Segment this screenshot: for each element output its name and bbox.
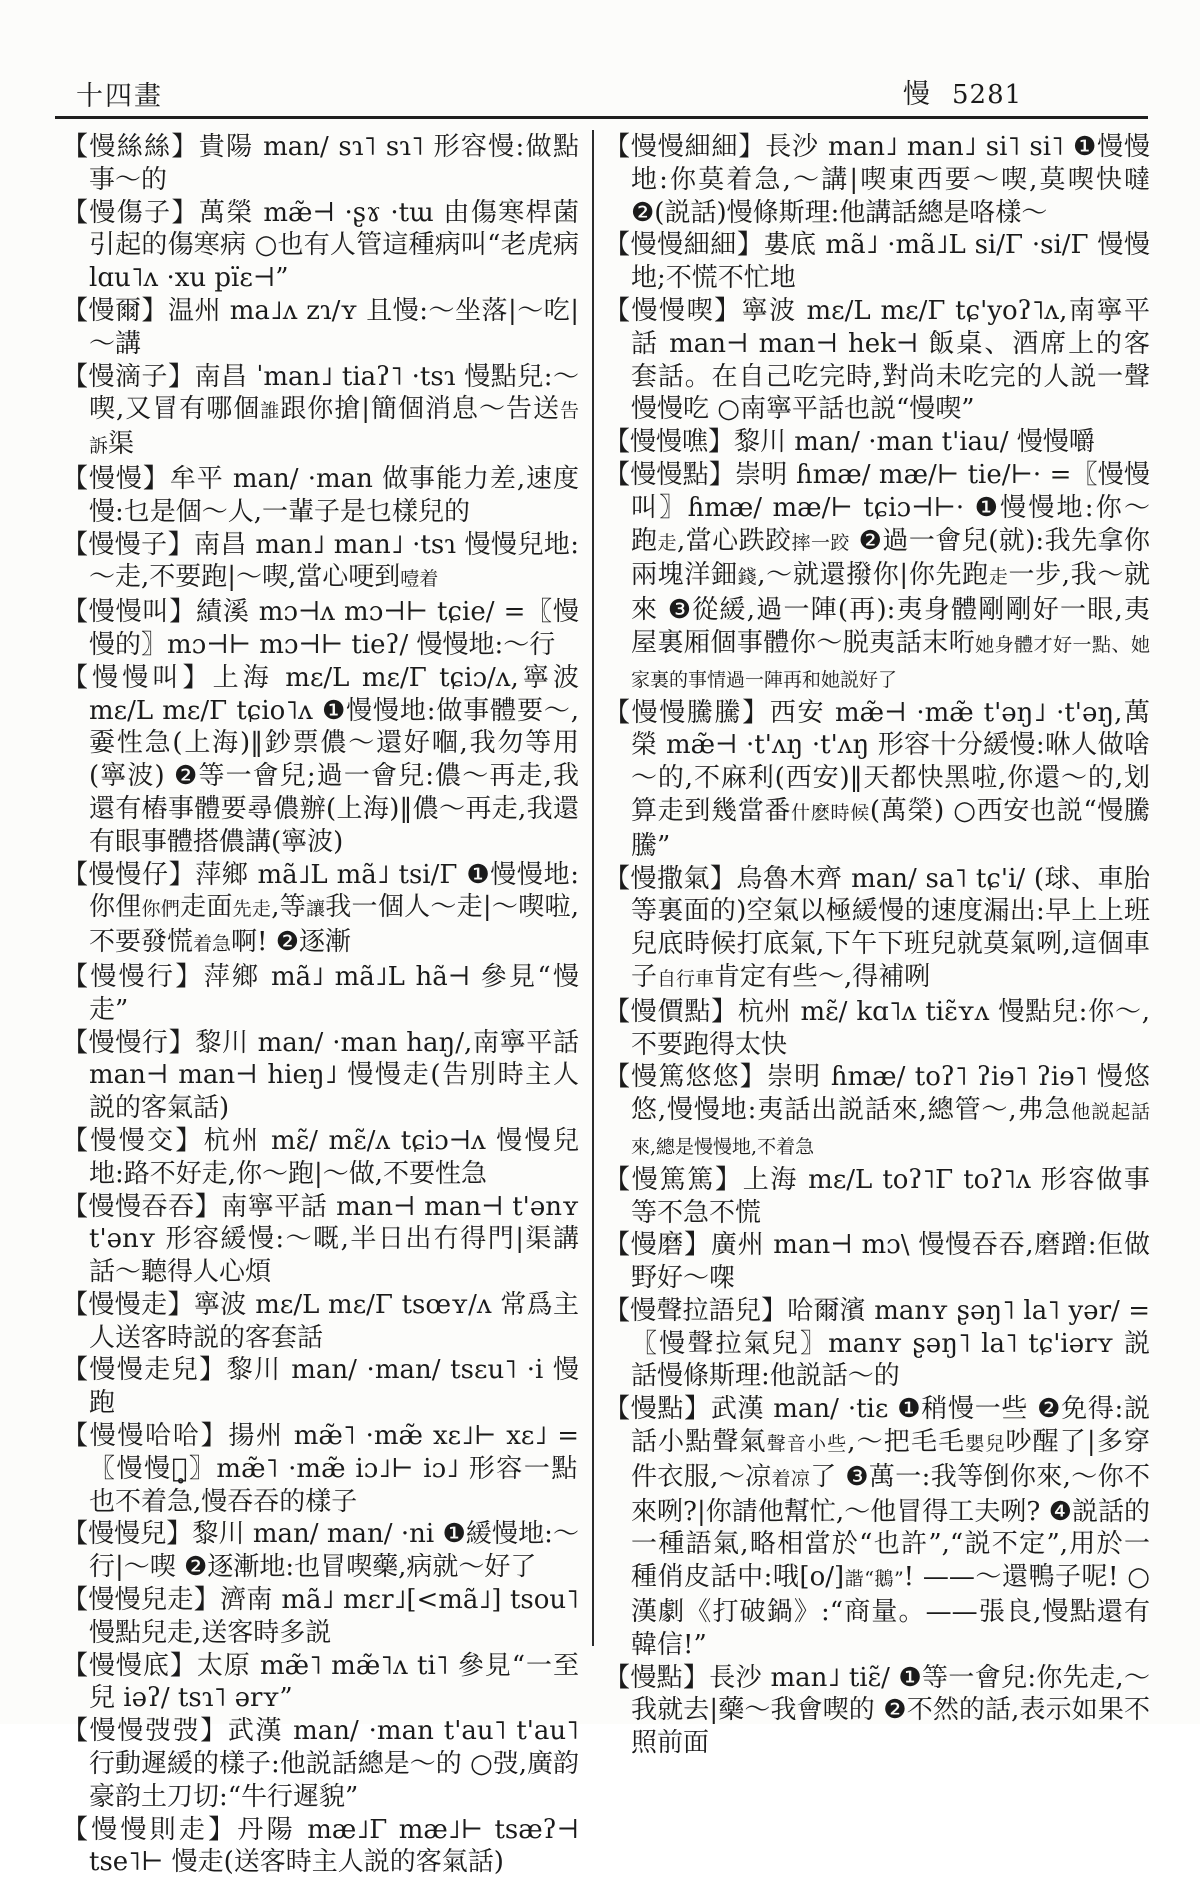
entry-headword: 【慢慢子】 xyxy=(62,529,194,560)
entry-headword: 【慢慢騰騰】 xyxy=(604,697,770,728)
dict-entry xyxy=(62,1191,579,1289)
entry-text: 杭州 mɛ̃/ kɑ˥ʌ tiɛ̃ʏʌ 慢點兒:你～,不要跑得太快 xyxy=(631,996,1150,1060)
entry-headword: 【慢慢叫】 xyxy=(62,597,197,628)
entry-headword: 【慢磨】 xyxy=(604,1230,711,1261)
entry-text: 南寧平話 man⊣ man⊣ t'ənʏ t'ənʏ 形容緩慢:～嘅,半日出冇得門|渠講話～聽得人心煩 xyxy=(89,1191,579,1288)
entry-headword: 【慢慢叫】 xyxy=(62,662,213,693)
entry-text: 走面 xyxy=(180,892,233,923)
dict-entry xyxy=(604,1295,1150,1393)
dict-entry xyxy=(62,859,579,961)
entry-text: 我一個人～走|～喫啦,不要發慌 xyxy=(89,892,579,958)
entry-headword: 【慢傷子】 xyxy=(62,197,199,228)
entry-text: 渠 xyxy=(108,429,135,460)
entry-headword: 【慢慢走兒】 xyxy=(62,1355,227,1386)
dict-entry xyxy=(62,295,579,361)
entry-headword: 【慢點】 xyxy=(604,1394,711,1425)
gloss-small: 讓 xyxy=(306,898,326,921)
entry-text: 寧波 mɛ/L mɛ/Γ tɕ'yoʔ˥ʌ,南寧平話 man⊣ man⊣ hek⊣ 飯桌、酒席上的客套話。在自己吃完時,對尚未吃完的人説一聲慢慢吃 ○南寧平話也説“慢喫” xyxy=(631,295,1150,425)
dict-entry xyxy=(604,459,1150,697)
entry-text: (萬榮) ○西安也説“慢騰騰” xyxy=(631,795,1150,861)
dict-entry xyxy=(62,662,579,859)
entry-text: 婁底 mã˩ ·mã˩L si/Γ ·si/Γ 慢慢地;不慌不忙地 xyxy=(631,230,1150,294)
entry-headword: 【慢點】 xyxy=(604,1662,710,1693)
entry-headword: 【慢價點】 xyxy=(604,996,738,1027)
entry-text: 哈爾濱 manʏ ʂəŋ˥ la˥ yər/ =〖慢聲拉氣兒〗manʏ ʂəŋ˥ la˥ tɕ'iərʏ 説話慢條斯理:他説話～的 xyxy=(631,1295,1150,1392)
entry-headword: 【慢聲拉語兒】 xyxy=(604,1295,788,1326)
entry-headword: 【慢慢細細】 xyxy=(604,132,766,162)
gloss-small: 先走 xyxy=(232,898,272,921)
dict-entry xyxy=(62,131,579,197)
column-divider xyxy=(592,130,594,1646)
gloss-small: 他説起話來,總是慢慢地,不着急 xyxy=(631,1101,1150,1158)
entry-headword: 【慢慢點】 xyxy=(604,459,735,490)
gloss-small: 走 xyxy=(988,566,1009,589)
dict-entry xyxy=(62,1027,579,1125)
dict-entry xyxy=(62,1715,579,1813)
gloss-small: 誰 xyxy=(260,400,281,423)
dict-entry xyxy=(604,295,1150,426)
entry-text: 崇明 ɦmæ/ toʔ˥ ʔiɘ˥ ʔiɘ˥ 慢悠悠,慢慢地:夷話出説話來,總管～,弗急 xyxy=(631,1062,1150,1126)
entry-text: 上海 mɛ/L toʔ˥Γ toʔ˥ʌ 形容做事等不急不慌 xyxy=(631,1164,1150,1228)
gloss-small: 嬰兒 xyxy=(965,1433,1006,1456)
entry-headword: 【慢慢兒】 xyxy=(62,1519,193,1550)
gloss-small: 聲音小些 xyxy=(766,1433,848,1456)
dict-entry xyxy=(62,529,579,597)
entry-headword: 【慢慢行】 xyxy=(62,1027,196,1058)
section-header: 十四畫 xyxy=(76,81,163,112)
gloss-small: 錢 xyxy=(737,566,758,589)
entry-headword: 【慢慢走】 xyxy=(62,1289,194,1320)
dict-entry xyxy=(62,1354,579,1420)
entry-text: 杭州 mɛ̃/ mɛ̃/ʌ tɕiɔ⊣ʌ 慢慢兒地:路不好走,你～跑|～做,不要性急 xyxy=(89,1125,579,1189)
entry-text: 黎川 man/ man/ ·ni ❶緩慢地:～行|～喫 ❷逐漸地:也冒喫藥,病就～好了 xyxy=(89,1519,579,1583)
entry-text: ❷過一會兒(就):我先拿你兩塊洋鈿 xyxy=(631,525,1150,591)
entry-text: 濟南 mã˩ mɛr˩[<mã˩] tsou˥ 慢點兒走,送客時多説 xyxy=(89,1585,579,1648)
entry-text: 揚州 mæ̃˥ ·mæ̃ xɛ˩⊢ xɛ˩ =〖慢慢吆̥〗mæ̃˥ ·mæ̃ iɔ˩⊢ iɔ˩ 形容一點也不着急,慢吞吞的樣子 xyxy=(89,1421,579,1517)
entry-text: 烏魯木齊 man/ sa˥ tɕ'i/ (球、車胎等裏面的)空氣以極緩慢的速度漏出:早上上班兒底時候打底氣,下午下班兒就莫氣咧,這個車子 xyxy=(631,863,1150,992)
entry-text: 跟你搶|簡個消息～告送 xyxy=(280,394,560,425)
entry-text: 寧波 mɛ/L mɛ/Γ tsœʏ/ʌ 常爲主人送客時説的客套話 xyxy=(89,1289,579,1353)
gloss-small: 摔一跤 xyxy=(791,531,850,554)
entry-headword: 【慢慢噍】 xyxy=(604,427,735,458)
entry-text: ,當心跌跤 xyxy=(676,525,792,556)
dict-entry xyxy=(62,1814,579,1879)
entry-headword: 【慢慢哈哈】 xyxy=(62,1421,229,1452)
entry-text: 武漢 man/ ·tiɛ ❶稍慢一些 ❷免得:説話小點聲氣 xyxy=(631,1394,1150,1458)
left-column xyxy=(62,131,579,1879)
entry-headword: 【慢慢行】 xyxy=(62,961,204,992)
dict-entry xyxy=(62,1420,579,1518)
dict-entry xyxy=(62,1125,579,1191)
entry-text: 了 ❸萬一:我等倒你來,～你不來咧?|你請他幫忙,～他冒得工夫咧? ❹説話的一種語氣,略相當於“也許”,“説不定”,用於一種俏皮話中:哦[o/] xyxy=(631,1461,1150,1593)
gloss-small: 告訴 xyxy=(89,400,579,458)
right-column xyxy=(604,131,1150,1760)
dict-entry xyxy=(604,426,1150,459)
dict-entry xyxy=(604,863,1150,996)
dict-entry xyxy=(62,961,579,1027)
entry-text: ,～就還撥你|你先跑 xyxy=(757,560,989,591)
dict-entry xyxy=(604,1393,1150,1661)
dict-entry xyxy=(62,1289,579,1355)
entry-text: 萍鄉 mã˩L mã˩ tsi/Γ ❶慢慢地:你俚 xyxy=(89,859,579,923)
entry-text: 啊! ❷逐漸 xyxy=(231,927,352,958)
entry-text: 一步,我～就來 ❸從緩,過一陣(再):夷身體剛剛好一眼,夷屋裏厢個事體你～脱夷話末哘 xyxy=(631,560,1150,658)
gloss-small: 你們 xyxy=(141,898,181,921)
dict-entry xyxy=(62,1584,579,1650)
entry-text: 肯定有些～,得補咧 xyxy=(714,961,931,992)
entry-text: 武漢 man/ ·man t'au˥ t'au˥ 行動遲緩的樣子:他説話總是～的 ○弢,廣韵豪韵土刀切:“牛行遲貌” xyxy=(89,1716,579,1812)
entry-text: 吵醒了|多穿件衣服,～凉 xyxy=(631,1427,1150,1492)
entry-text: 上海 mɛ/L mɛ/Γ tɕiɔ/ʌ,寧波 mɛ/L mɛ/Γ tɕio˥ʌ ❶慢慢地:做事體要～,嫑性急(上海)‖鈔票儂～還好嗰,我勿等用(寧波) ❷等一會兒;過一會兒:儂～再走,我還有樁事體要尋儂辦(上海)‖儂～再走,我還有眼事體搭儂講(寧波) xyxy=(89,662,579,857)
entry-headword: 【慢慢則走】 xyxy=(62,1814,238,1845)
dict-entry xyxy=(604,1164,1150,1230)
entry-text: 萍鄉 mã˩ mã˩L hã⊣ 參見“慢走” xyxy=(89,961,579,1025)
entry-text: 貴陽 man/ sɿ˥ sɿ˥ 形容慢:做點事～的 xyxy=(89,132,579,195)
entry-text: 南昌 ˈman˩ tiaʔ˥ ·tsɿ 慢點兒:～喫,又冒有哪個 xyxy=(89,361,579,425)
entry-text: ! ——～還鴨子呢! ○漢劇《打破鍋》:“商量。——張良,慢點還有韓信!” xyxy=(631,1562,1150,1660)
entry-text: 西安 mæ̃⊣ ·mæ̃ t'əŋ˩ ·t'əŋ,萬榮 mæ̃⊣ ·t'ʌŋ ·t'ʌŋ 形容十分緩慢:咻人做啥～的,不麻利(西安)‖天都快黑啦,你還～的,划算走到幾當番 xyxy=(631,697,1150,826)
gloss-small: 自行車 xyxy=(657,967,715,990)
running-head xyxy=(903,72,1022,111)
gloss-small: 走 xyxy=(657,531,677,554)
dict-entry xyxy=(604,1061,1150,1163)
gloss-small: 着凉 xyxy=(771,1467,811,1490)
gloss-small: 諧“鵝” xyxy=(844,1568,904,1591)
entry-headword: 【慢絲絲】 xyxy=(62,132,199,162)
entry-text: 温州 ma˩ʌ zɿ/ʏ 且慢:～坐落|～吃|～講 xyxy=(89,295,579,359)
entry-text: 丹陽 mæ˩Γ mæ˩⊢ tsæʔ⊣ tse˥⊢ 慢走(送客時主人説的客氣話) xyxy=(89,1814,579,1878)
entry-text: 太原 mæ̃˥ mæ̃˥ʌ ti˥ 參見“一至兒 iəʔ/ tsɿ˥ ərʏ” xyxy=(89,1650,579,1714)
dict-entry xyxy=(62,463,579,529)
gloss-small: 什麽時候 xyxy=(791,801,870,824)
entry-text: 崇明 ɦmæ/ mæ/⊢ tie/⊢· =〖慢慢叫〗ɦmæ/ mæ/⊢ tɕiɔ⊣⊢· ❶慢慢地:你～跑 xyxy=(631,459,1150,556)
gloss-small: 她身體才好一點、她家裏的事情過一陣再和她説好了 xyxy=(631,633,1150,691)
entry-text: 黎川 man/ ·man haŋ/,南寧平話 man⊣ man⊣ hieŋ˩ 慢慢走(告別時主人説的客氣話) xyxy=(89,1027,579,1124)
entry-headword: 【慢慢吞吞】 xyxy=(62,1191,222,1222)
dict-entry xyxy=(62,1650,579,1716)
entry-headword: 【慢慢仔】 xyxy=(62,859,196,890)
entry-text: ,等 xyxy=(271,892,306,923)
dict-entry xyxy=(62,1518,579,1584)
entry-headword: 【慢慢喫】 xyxy=(604,295,742,326)
entry-headword: 【慢篤篤】 xyxy=(604,1164,743,1195)
dict-entry xyxy=(604,131,1150,229)
entry-text: 廣州 man⊣ mɔ\ 慢慢吞吞,磨蹭:佢做野好～㗎 xyxy=(631,1230,1150,1294)
entry-text: 績溪 mɔ⊣ʌ mɔ⊣⊢ tɕie/ =〖慢慢的〗mɔ⊣⊢ mɔ⊣⊢ tieʔ/ 慢慢地:～行 xyxy=(89,597,579,660)
entry-headword: 【慢慢細細】 xyxy=(604,230,764,261)
entry-headword: 【慢篤悠悠】 xyxy=(604,1062,767,1093)
dict-entry xyxy=(604,1229,1150,1295)
dict-entry xyxy=(604,229,1150,295)
entry-text: 萬榮 mæ̃⊣ ·ʂɤ ·tɯ 由傷寒桿菌引起的傷寒病 ○也有人管這種病叫“老虎病 lɑu˥ʌ ·xu pïɛ⊣” xyxy=(89,197,579,294)
entry-text: 黎川 man/ ·man t'iau/ 慢慢嚼 xyxy=(734,427,1095,458)
entry-text: 黎川 man/ ·man/ tsɛu˥ ·i 慢跑 xyxy=(89,1355,579,1419)
dict-entry xyxy=(604,1662,1150,1760)
header-rule xyxy=(55,116,1148,119)
gloss-small: 着急 xyxy=(193,933,232,956)
page-number: 5281 xyxy=(952,80,1023,110)
dict-entry xyxy=(604,996,1150,1062)
dict-entry xyxy=(62,596,579,662)
entry-headword: 【慢慢底】 xyxy=(62,1650,197,1681)
dict-entry xyxy=(62,361,579,463)
entry-text: 長沙 man˩ tiɛ̃/ ❶等一會兒:你先走,～我就去|藥～我會喫的 ❷不然的話,表示如果不照前面 xyxy=(631,1662,1150,1759)
entry-headword: 【慢爾】 xyxy=(62,295,168,326)
entry-headword: 【慢慢】 xyxy=(62,463,170,494)
entry-text: 長沙 man˩ man˩ si˥ si˥ ❶慢慢地:你莫着急,～講|喫東西要～喫,莫喫快噠 ❷(説話)慢條斯理:他講話總是咯樣～ xyxy=(631,132,1150,228)
gloss-small: 噎着 xyxy=(400,568,439,591)
dict-entry xyxy=(62,197,579,295)
entry-text: 牟平 man/ ·man 做事能力差,速度慢:乜是個～人,一輩子是乜樣兒的 xyxy=(89,463,579,527)
entry-headword: 【慢滴子】 xyxy=(62,361,195,392)
entry-text: 南昌 man˩ man˩ ·tsɿ 慢慢兒地:～走,不要跑|～喫,當心哽到 xyxy=(89,529,579,593)
dict-entry xyxy=(604,697,1150,863)
entry-headword: 【慢慢交】 xyxy=(62,1125,204,1156)
entry-headword: 【慢慢弢弢】 xyxy=(62,1716,228,1747)
entry-headword: 【慢慢兒走】 xyxy=(62,1585,221,1616)
head-character: 慢 xyxy=(903,79,930,110)
entry-headword: 【慢撒氣】 xyxy=(604,863,737,894)
entry-text: ,～把毛毛 xyxy=(847,1427,966,1458)
